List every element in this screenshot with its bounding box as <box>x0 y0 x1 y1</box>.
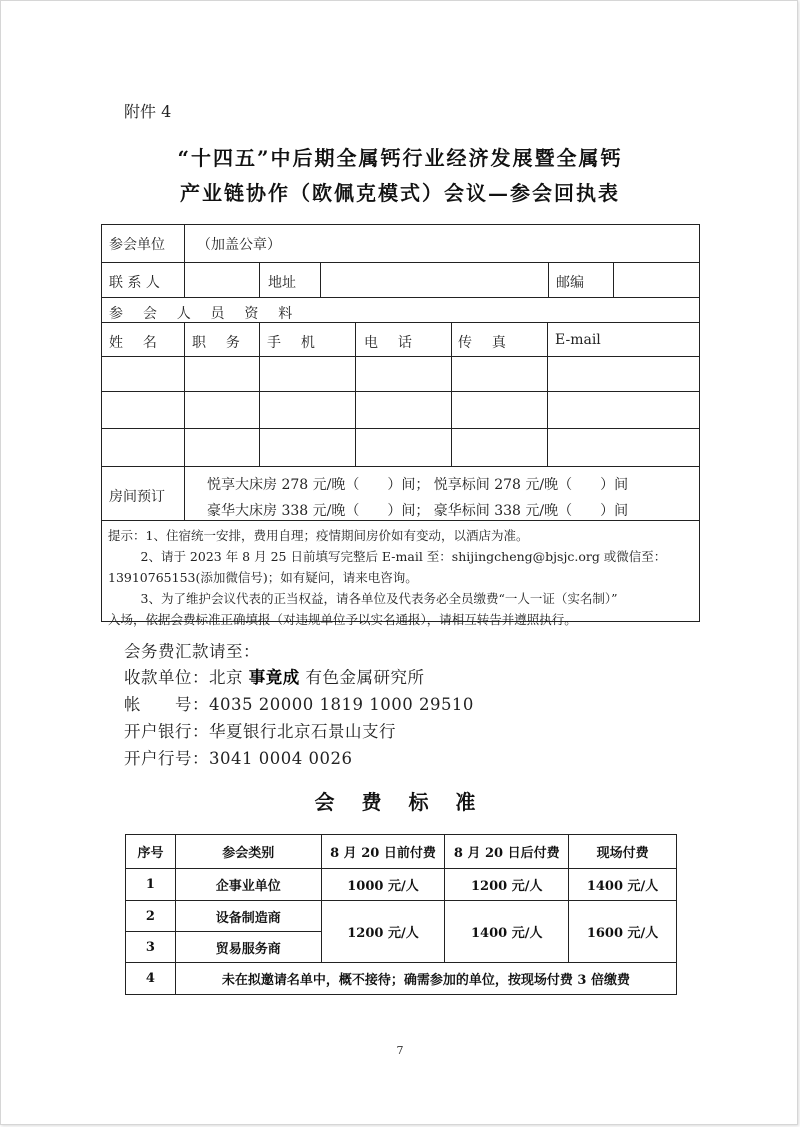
table-row <box>126 963 677 995</box>
account-line: 帐 号：4035 20000 1819 1000 29510 <box>124 695 474 714</box>
unit-label: 参会单位 <box>109 237 165 253</box>
room-option-line2[interactable]: 豪华大床房 338 元/晚（ ）间； 豪华标间 338 元/晚（ ）间 <box>207 503 629 519</box>
page-number: 7 <box>396 1044 404 1057</box>
note-2-cont: 13910765153(添加微信号)；如有疑问，请来电咨询。 <box>108 570 418 585</box>
payment-heading: 会务费汇款请至： <box>124 642 260 661</box>
row-category: 设备制造商 <box>175 901 321 932</box>
address-label: 地址 <box>268 275 296 291</box>
note-3: 3、为了维护会议代表的正当权益，请各单位及代表务必全员缴费“一人一证（实名制）” <box>140 591 618 606</box>
fee-header: 现场付费 <box>569 835 677 869</box>
room-option-line1[interactable]: 悦享大床房 278 元/晚（ ）间； 悦享标间 278 元/晚（ ）间 <box>207 477 629 493</box>
document-title-line2: 产业链协作（欧佩克模式）会议—参会回执表 <box>180 181 620 205</box>
row-category: 企事业单位 <box>175 869 321 901</box>
col-name: 姓 名 <box>109 335 165 351</box>
bank-code-line: 开户行号：3041 0004 0026 <box>124 749 353 768</box>
early-fee: 1200 元/人 <box>321 901 445 963</box>
onsite-fee: 1400 元/人 <box>569 869 677 901</box>
row-number: 2 <box>126 901 176 932</box>
row-number: 3 <box>126 932 176 963</box>
row-category: 贸易服务商 <box>175 932 321 963</box>
col-email: E-mail <box>555 332 601 348</box>
fee-header: 8 月 20 日后付费 <box>445 835 569 869</box>
attachment-label: 附件 4 <box>124 102 172 121</box>
contact-field[interactable] <box>186 263 258 296</box>
col-mobile: 手 机 <box>267 335 323 351</box>
payee-line: 收款单位：北京 事竟成 有色金属研究所 <box>124 668 425 687</box>
room-label: 房间预订 <box>109 489 165 505</box>
document-title-line1: “十四五”中后期全属钙行业经济发展暨全属钙 <box>177 146 623 170</box>
note-1: 提示：1、住宿统一安排，费用自理；疫情期间房价如有变动，以酒店为准。 <box>108 528 529 543</box>
onsite-fee: 1600 元/人 <box>569 901 677 963</box>
personnel-label: 参 会 人 员 资 料 <box>109 306 300 322</box>
fee-table <box>125 834 677 995</box>
col-phone: 电 话 <box>364 335 420 351</box>
registration-form <box>101 224 700 627</box>
fee-title: 会 费 标 准 <box>314 790 486 814</box>
late-fee: 1200 元/人 <box>445 869 569 901</box>
fee-header: 8 月 20 日前付费 <box>321 835 445 869</box>
bank-line: 开户银行：华夏银行北京石景山支行 <box>124 722 396 741</box>
postcode-field[interactable] <box>615 263 697 296</box>
contact-label: 联 系 人 <box>109 275 160 291</box>
note-3-cont: 入场，依据会费标准正确填报（对违规单位予以实名通报），请相互转告并遵照执行。 <box>108 612 577 627</box>
fee-header-row <box>126 835 677 869</box>
postcode-label: 邮编 <box>556 275 584 291</box>
fee-header: 参会类别 <box>175 835 321 869</box>
notes <box>108 525 696 630</box>
table-row <box>126 869 677 901</box>
note-2: 2、请于 2023 年 8 月 25 日前填写完整后 E-mail 至：shijingcheng@bjsjc.org 或微信至： <box>140 549 667 564</box>
late-fee: 1400 元/人 <box>445 901 569 963</box>
table-row <box>126 901 677 932</box>
row-note: 未在拟邀请名单中，概不接待；确需参加的单位，按现场付费 3 倍缴费 <box>175 963 676 995</box>
row-number: 4 <box>126 963 176 995</box>
address-field[interactable] <box>322 263 546 296</box>
col-title: 职 务 <box>192 335 248 351</box>
early-fee: 1000 元/人 <box>321 869 445 901</box>
unit-field[interactable]: （加盖公章） <box>197 237 281 253</box>
fee-header: 序号 <box>126 835 176 869</box>
col-fax: 传 真 <box>458 335 514 351</box>
row-number: 1 <box>126 869 176 901</box>
